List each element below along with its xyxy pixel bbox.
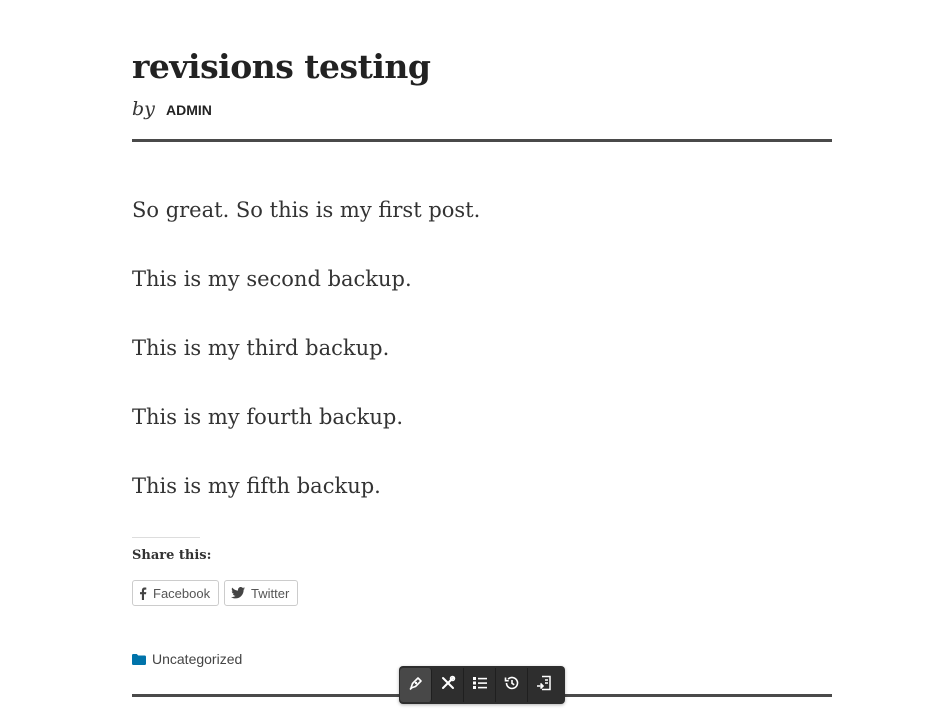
post-title: revisions testing [132, 47, 431, 86]
paragraph-2: This is my second backup. [132, 267, 412, 291]
edit-icon [408, 675, 424, 695]
share-twitter-button[interactable] [224, 580, 298, 606]
twitter-label: Twitter [251, 585, 290, 601]
twitter-icon [231, 587, 245, 599]
tools-icon [440, 675, 456, 695]
list-icon [472, 675, 488, 695]
category-link[interactable]: Uncategorized [152, 651, 243, 667]
toolbar-edit-button[interactable] [400, 668, 432, 702]
toolbar-list-button[interactable] [464, 668, 496, 702]
byline-by: by [132, 98, 155, 120]
share-facebook-button[interactable] [132, 580, 219, 606]
facebook-label: Facebook [153, 585, 211, 601]
paragraph-4: This is my fourth backup. [132, 405, 404, 429]
toolbar-exit-button[interactable] [528, 668, 560, 702]
toolbar-history-button[interactable] [496, 668, 528, 702]
exit-icon [536, 675, 552, 695]
paragraph-5: This is my fifth backup. [132, 474, 381, 498]
facebook-icon [139, 587, 147, 600]
folder-icon [132, 654, 146, 665]
author-link[interactable]: ADMIN [166, 102, 212, 118]
floating-toolbar [399, 666, 565, 704]
header-divider [132, 139, 832, 142]
share-divider [132, 537, 200, 538]
category-meta [132, 651, 242, 667]
byline [132, 98, 212, 120]
paragraph-1: So great. So this is my first post. [132, 198, 481, 222]
toolbar-tools-button[interactable] [432, 668, 464, 702]
share-heading: Share this: [132, 548, 212, 563]
history-icon [504, 675, 520, 695]
paragraph-3: This is my third backup. [132, 336, 390, 360]
